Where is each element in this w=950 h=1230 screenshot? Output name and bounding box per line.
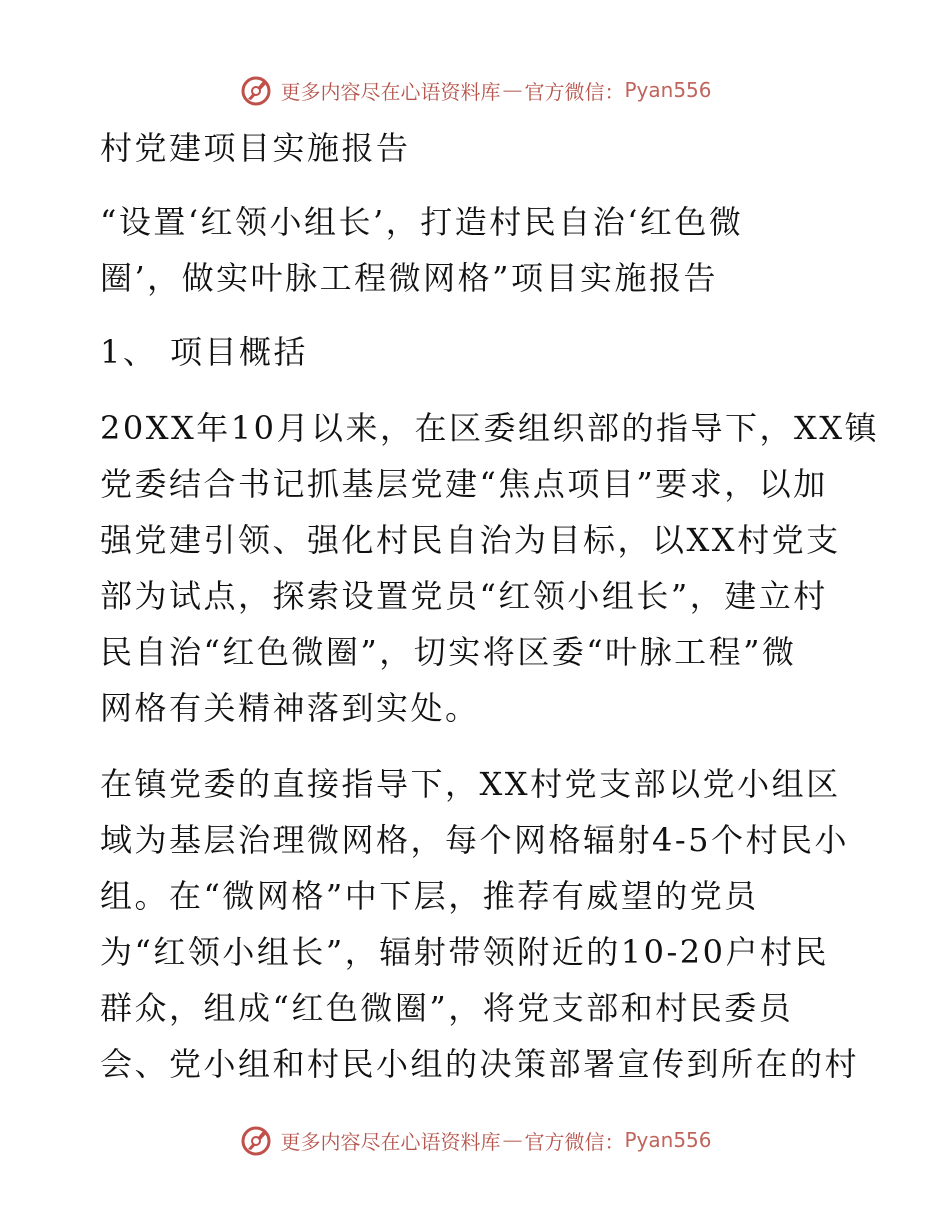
quill-logo-icon <box>238 72 274 108</box>
watermark-text: 更多内容尽在心语资料库 <box>280 1129 501 1154</box>
paragraph-line: 党委结合书记抓基层党建“焦点项目”要求，以加 <box>100 465 828 503</box>
paragraph-line: 群众，组成“红色微圈”，将党支部和村民委员 <box>100 989 794 1027</box>
paragraph-line: 部为试点，探索设置党员“红领小组长”，建立村 <box>100 577 828 615</box>
section-heading: 1、 项目概括 <box>100 333 309 371</box>
quill-logo-icon <box>238 1122 274 1158</box>
watermark-label: 官方微信： <box>524 1129 625 1154</box>
watermark-label: 官方微信： <box>524 79 625 104</box>
paragraph-line: 为“红领小组长”，辐射带领附近的10-20户村民 <box>100 933 829 971</box>
paragraph-line: 网格有关精神落到实处。 <box>100 689 480 727</box>
paragraph-line: 民自治“红色微圈”，切实将区委“叶脉工程”微 <box>100 633 797 671</box>
paragraph-line: 强党建引领、强化村民自治为目标，以XX村党支 <box>100 521 841 559</box>
doc-title: 村党建项目实施报告 <box>100 129 411 167</box>
paragraph-line: 组。在“微网格”中下层，推荐有威望的党员 <box>100 877 759 915</box>
paragraph-line: 在镇党委的直接指导下，XX村党支部以党小组区 <box>100 765 841 803</box>
doc-subtitle-line: “设置‘红领小组长’，打造村民自治‘红色微 <box>100 203 744 241</box>
paragraph-line: 域为基层治理微网格，每个网格辐射4-5个村民小 <box>100 821 850 859</box>
watermark-id: Pyan556 <box>624 1128 712 1152</box>
watermark-text: 更多内容尽在心语资料库 <box>280 79 501 104</box>
watermark-id: Pyan556 <box>624 78 712 102</box>
header-watermark <box>0 70 950 110</box>
paragraph-line: 会、党小组和村民小组的决策部署宣传到所在的村 <box>100 1045 860 1083</box>
paragraph-line: 20XX年10月以来，在区委组织部的指导下，XX镇 <box>100 409 880 447</box>
watermark-separator: — <box>502 78 523 102</box>
doc-subtitle-line: 圈’，做实叶脉工程微网格”项目实施报告 <box>100 259 719 297</box>
watermark-separator: — <box>502 1128 523 1152</box>
footer-watermark <box>0 1120 950 1160</box>
